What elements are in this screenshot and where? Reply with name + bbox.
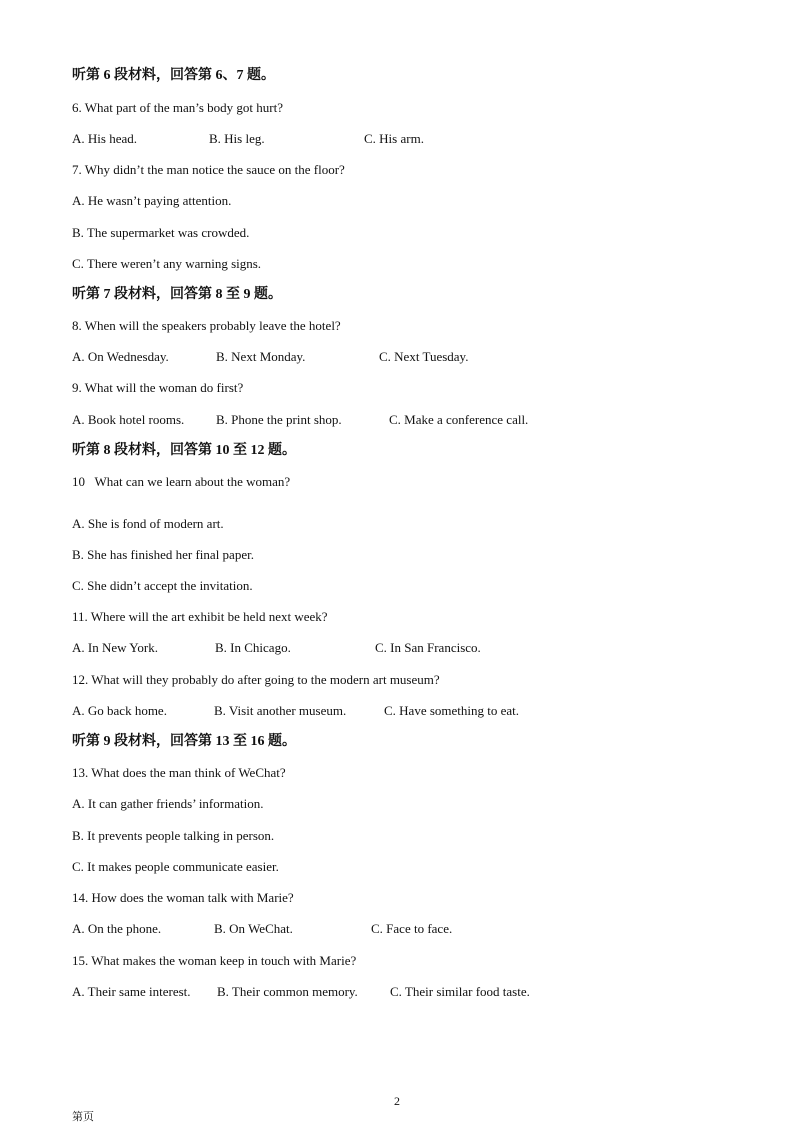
q15-option-a: A. Their same interest. (72, 984, 191, 999)
question-12: 12. What will they probably do after going to the modern art museum? (72, 672, 440, 687)
q10-option-a: A. She is fond of modern art. (72, 516, 224, 531)
q15-option-c: C. Their similar food taste. (390, 984, 530, 999)
q14-option-b: B. On WeChat. (214, 921, 293, 936)
section-heading-9: 听第 9 段材料，回答第 13 至 16 题。 (72, 734, 296, 749)
question-10: 10 What can we learn about the woman? (72, 474, 291, 489)
question-8: 8. When will the speakers probably leave the hotel? (72, 318, 341, 333)
page-number: 2 (394, 1094, 400, 1108)
q12-option-b: B. Visit another museum. (214, 703, 347, 718)
q10-option-b: B. She has finished her final paper. (72, 547, 254, 562)
q10-option-c: C. She didn’t accept the invitation. (72, 578, 253, 593)
question-13: 13. What does the man think of WeChat? (72, 765, 286, 780)
question-14: 14. How does the woman talk with Marie? (72, 890, 294, 905)
question-7: 7. Why didn’t the man notice the sauce on the floor? (72, 162, 345, 177)
q11-option-a: A. In New York. (72, 640, 158, 655)
q13-option-b: B. It prevents people talking in person. (72, 828, 275, 843)
q13-option-c: C. It makes people communicate easier. (72, 859, 279, 874)
q9-option-c: C. Make a conference call. (389, 412, 529, 427)
q6-option-c: C. His arm. (364, 131, 424, 146)
question-9: 9. What will the woman do first? (72, 380, 244, 395)
q8-option-b: B. Next Monday. (216, 349, 306, 364)
q11-option-b: B. In Chicago. (215, 640, 291, 655)
q8-option-c: C. Next Tuesday. (379, 349, 469, 364)
question-6: 6. What part of the man’s body got hurt? (72, 100, 283, 115)
q7-option-c: C. There weren’t any warning signs. (72, 256, 262, 271)
section-heading-8: 听第 8 段材料，回答第 10 至 12 题。 (72, 443, 296, 458)
section-heading-7: 听第 7 段材料，回答第 8 至 9 题。 (72, 287, 282, 302)
q12-option-c: C. Have something to eat. (384, 703, 520, 718)
q9-option-b: B. Phone the print shop. (216, 412, 342, 427)
section-heading-6: 听第 6 段材料，回答第 6、7 题。 (72, 68, 275, 83)
q6-option-a: A. His head. (72, 131, 137, 146)
q12-option-a: A. Go back home. (72, 703, 167, 718)
question-11: 11. Where will the art exhibit be held next week? (72, 609, 328, 624)
question-15: 15. What makes the woman keep in touch with Marie? (72, 953, 357, 968)
q13-option-a: A. It can gather friends’ information. (72, 796, 264, 811)
q8-option-a: A. On Wednesday. (72, 349, 169, 364)
footer-label: 第页 (72, 1110, 94, 1123)
q14-option-c: C. Face to face. (371, 921, 453, 936)
q7-option-b: B. The supermarket was crowded. (72, 225, 250, 240)
q11-option-c: C. In San Francisco. (375, 640, 481, 655)
q7-option-a: A. He wasn’t paying attention. (72, 193, 232, 208)
q14-option-a: A. On the phone. (72, 921, 162, 936)
q9-option-a: A. Book hotel rooms. (72, 412, 185, 427)
q6-option-b: B. His leg. (209, 131, 265, 146)
q15-option-b: B. Their common memory. (217, 984, 358, 999)
